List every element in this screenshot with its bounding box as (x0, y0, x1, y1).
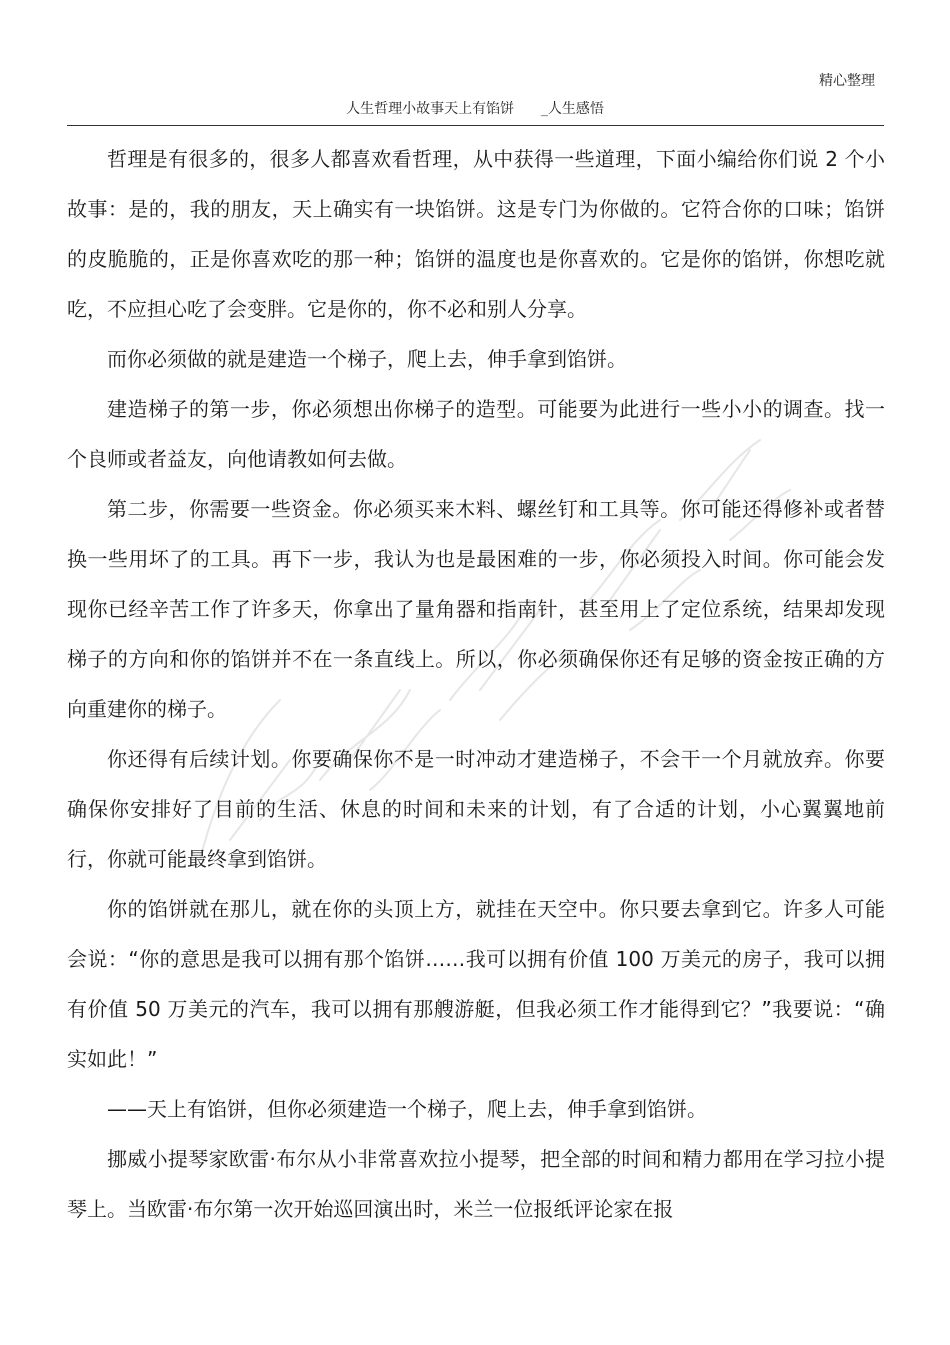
paragraph: 建造梯子的第一步，你必须想出你梯子的造型。可能要为此进行一些小小的调查。找一个良师或者益友，向他请教如何去做。 (67, 397, 885, 471)
corner-note: 精心整理 (819, 73, 875, 89)
paragraph: ——天上有馅饼，但你必须建造一个梯子，爬上去，伸手拿到馅饼。 (107, 1097, 707, 1121)
paragraph: 而你必须做的就是建造一个梯子，爬上去，伸手拿到馅饼。 (107, 347, 627, 371)
paragraph: 挪威小提琴家欧雷·布尔从小非常喜欢拉小提琴，把全部的时间和精力都用在学习拉小提琴上。当欧雷·布尔第一次开始巡回演出时，米兰一位报纸评论家在报 (67, 1147, 885, 1221)
paragraph: 你的馅饼就在那儿，就在你的头顶上方，就挂在天空中。你只要去拿到它。许多人可能会说：“你的意思是我可以拥有那个馅饼……我可以拥有价值 100 万美元的房子，我可以拥有价值 50 万美元的汽车，我可以拥有那艘游艇，但我必须工作才能得到它？”我要说：“确实如此！” (67, 897, 885, 1071)
header-divider (67, 125, 884, 126)
article-body (67, 134, 885, 1234)
paragraph: 你还得有后续计划。你要确保你不是一时冲动才建造梯子，不会干一个月就放弃。你要确保你安排好了目前的生活、休息的时间和未来的计划，有了合适的计划，小心翼翼地前行，你就可能最终拿到馅饼。 (67, 747, 885, 871)
paragraph: 哲理是有很多的，很多人都喜欢看哲理，从中获得一些道理，下面小编给你们说 2 个小故事：是的，我的朋友，天上确实有一块馅饼。这是专门为你做的。它符合你的口味；馅饼的皮脆脆的，正是你喜欢吃的那一种；馅饼的温度也是你喜欢的。它是你的馅饼，你想吃就吃，不应担心吃了会变胖。它是你的，你不必和别人分享。 (67, 147, 885, 321)
page-title: 人生哲理小故事天上有馅饼 _人生感悟 (346, 101, 604, 117)
paragraph: 第二步，你需要一些资金。你必须买来木料、螺丝钉和工具等。你可能还得修补或者替换一些用坏了的工具。再下一步，我认为也是最困难的一步，你必须投入时间。你可能会发现你已经辛苦工作了许多天，你拿出了量角器和指南针，甚至用上了定位系统，结果却发现梯子的方向和你的馅饼并不在一条直线上。所以，你必须确保你还有足够的资金按正确的方向重建你的梯子。 (67, 497, 885, 721)
